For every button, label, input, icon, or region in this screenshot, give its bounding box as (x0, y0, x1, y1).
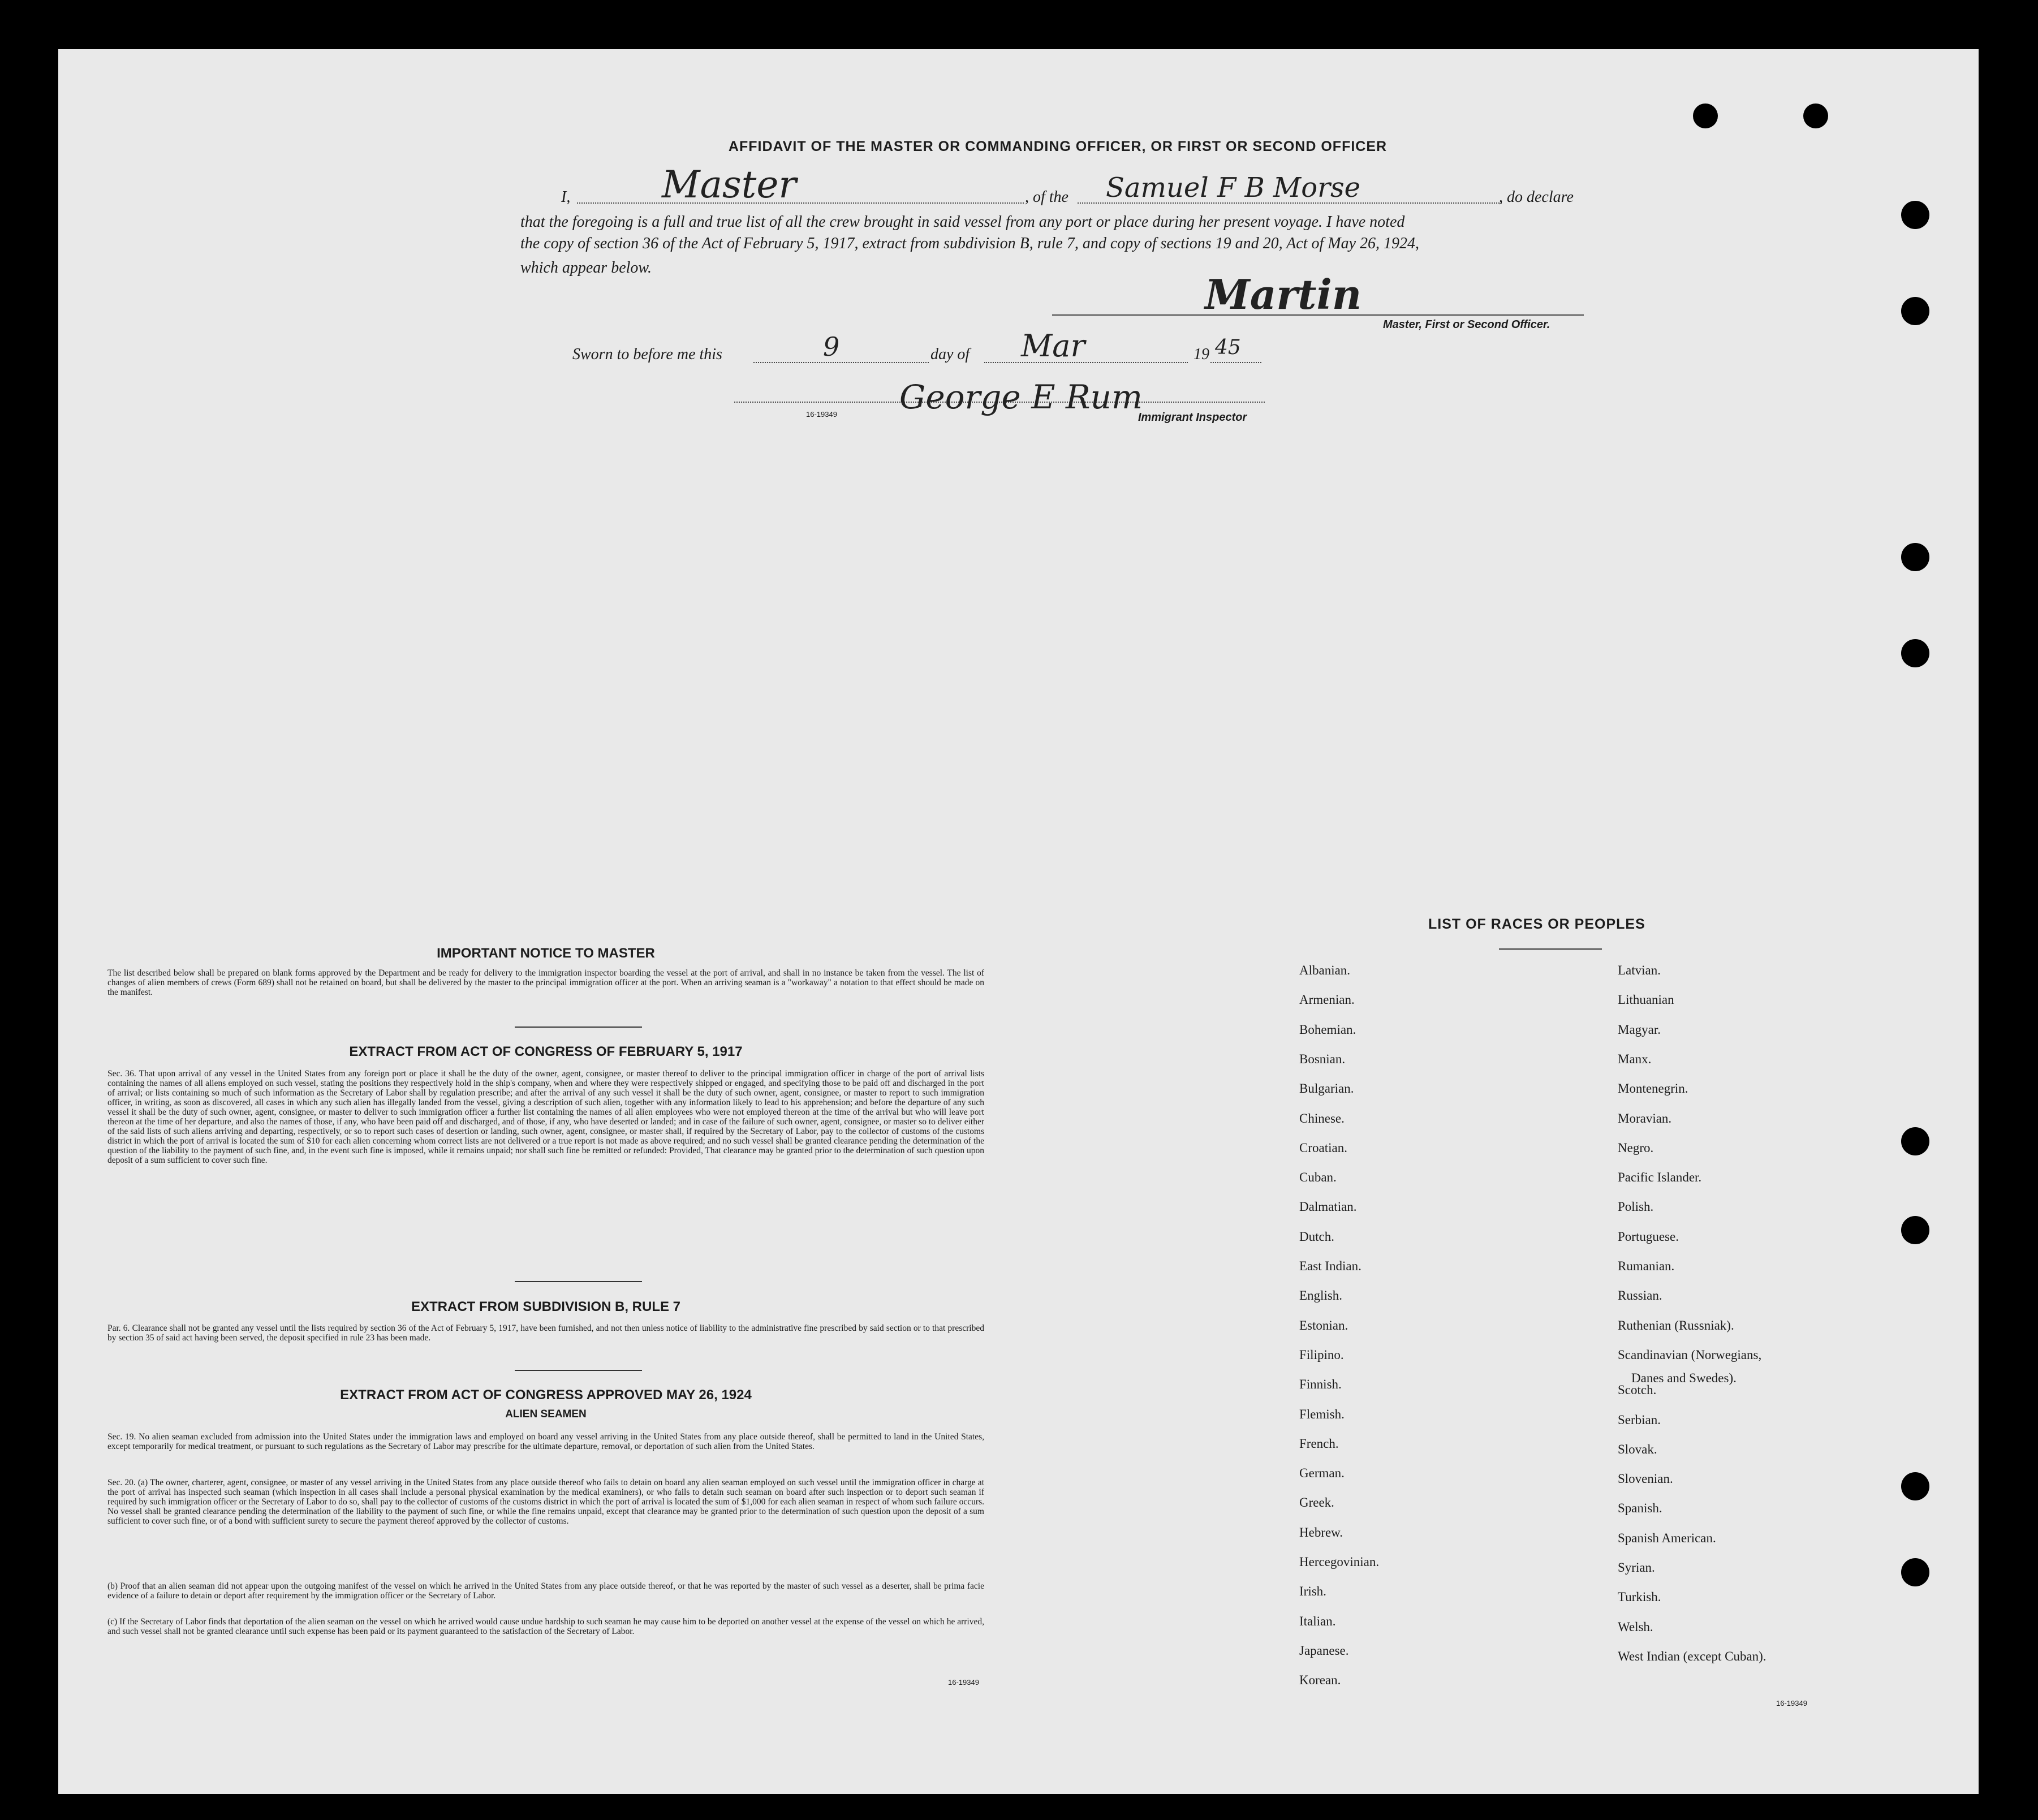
form-number: 16-19349 (806, 410, 837, 419)
race-item: Latvian. (1618, 963, 1661, 977)
declaration-line-3: the copy of section 36 of the Act of February 5, 1917, extract from subdivision B, rule 7, and copy of sections 19 and 20, Act of May 26, 1924, (520, 235, 1420, 252)
punch-hole (1901, 639, 1929, 667)
race-item: Estonian. (1299, 1318, 1348, 1332)
race-item: Albanian. (1299, 963, 1351, 977)
race-item: Slovenian. (1618, 1472, 1673, 1486)
race-item: Slovak. (1618, 1442, 1657, 1456)
sec20b-text: (b) Proof that an alien seaman did not appear upon the outgoing manifest of the vessel on which he arrived in the United States from any place outside thereof, or that he was reported by the master of such vessel as a deserter, shall be prima facie evidence of a failure to detain or deport after requirement by the immigration officer or the Secretary of Labor. (107, 1581, 984, 1601)
sec19-text: Sec. 19. No alien seaman excluded from admission into the United States under the immigration laws and employed on board any vessel arriving in the United States from any place outside thereof, shall be permitted to land in the United States, except temporarily for medical treatment, or pursuant to such regulations as the Secretary of Labor may prescribe for the ultimate departure, removal, or deportation of such alien from the United States. (107, 1432, 984, 1451)
race-item: Cuban. (1299, 1170, 1337, 1185)
race-item: Montenegrin. (1618, 1081, 1688, 1096)
sworn-day-line (753, 362, 929, 363)
punch-hole (1901, 543, 1929, 571)
extract-1917-title: EXTRACT FROM ACT OF CONGRESS OF FEBRUARY 5, 1917 (349, 1044, 743, 1059)
race-item: Spanish. (1618, 1501, 1662, 1516)
race-item: Hebrew. (1299, 1525, 1343, 1539)
punch-hole (1901, 297, 1929, 325)
race-item: Rumanian. (1618, 1259, 1675, 1273)
divider (515, 1027, 642, 1028)
sec20c-text: (c) If the Secretary of Labor finds that deportation of the alien seaman on the vessel on which he arrived would cause undue hardship to such seaman he may cause him to be deported on another vessel at the expense of the vessel on which he arrived, and such vessel shall not be granted clearance until such expense has been paid or its payment guaranteed to the satisfaction of the Secretary of Labor. (107, 1617, 984, 1636)
race-item: Flemish. (1299, 1407, 1345, 1421)
race-item: West Indian (except Cuban). (1618, 1649, 1766, 1663)
race-item: Italian. (1299, 1614, 1336, 1628)
divider (515, 1281, 642, 1282)
race-item: Chinese. (1299, 1111, 1345, 1125)
race-item: East Indian. (1299, 1259, 1361, 1273)
race-item: Bosnian. (1299, 1051, 1346, 1066)
sworn-month-line (984, 362, 1188, 363)
notice-text: The list described below shall be prepared on blank forms approved by the Department and be ready for delivery to the immigration inspector boarding the vessel at the port of arrival, and shall in no instance be taken from the vessel. The list of changes of alien members of crews (Form 689) shall not be retained on board, but shall be delivered by the master to the principal immigration officer at the port. When an arriving seaman is a "workaway" a notation to that effect should be made on the manifest. (107, 968, 984, 997)
rank-line (577, 202, 1024, 204)
sworn-month: Mar (1021, 328, 1085, 364)
race-item: Japanese. (1299, 1643, 1349, 1658)
master-signature: Martin (1205, 270, 1362, 318)
race-item: French. (1299, 1436, 1339, 1451)
race-item: Korean. (1299, 1673, 1341, 1688)
extract-1924-title: EXTRACT FROM ACT OF CONGRESS APPROVED MAY 26, 1924 (340, 1387, 752, 1403)
rule7-title: EXTRACT FROM SUBDIVISION B, RULE 7 (411, 1299, 681, 1314)
sworn-day: 9 (823, 331, 840, 362)
race-item: Armenian. (1299, 993, 1355, 1007)
race-item: Polish. (1618, 1200, 1654, 1214)
day-of-label: day of (930, 346, 970, 363)
race-item: Croatian. (1299, 1140, 1347, 1155)
race-item: German. (1299, 1466, 1345, 1481)
extract-1924-subtitle: ALIEN SEAMEN (505, 1408, 587, 1420)
race-item: Turkish. (1618, 1590, 1661, 1605)
year-handwritten: 45 (1215, 336, 1241, 359)
race-item: Dutch. (1299, 1229, 1334, 1244)
race-item: Dalmatian. (1299, 1200, 1357, 1214)
race-item: Portuguese. (1618, 1229, 1679, 1244)
race-item: Serbian. (1618, 1412, 1661, 1427)
punch-hole (1901, 1558, 1929, 1586)
race-item: Bohemian. (1299, 1022, 1356, 1037)
signature-caption: Master, First or Second Officer. (1383, 318, 1550, 331)
race-item: Syrian. (1618, 1560, 1655, 1575)
i-label: I, (561, 188, 571, 206)
race-item: Filipino. (1299, 1347, 1344, 1362)
race-item: Hercegovinian. (1299, 1555, 1380, 1569)
race-item: Lithuanian (1618, 993, 1674, 1007)
race-item: Russian. (1618, 1288, 1662, 1303)
inspector-caption: Immigrant Inspector (1138, 411, 1247, 424)
race-item: Ruthenian (Russniak). (1618, 1318, 1734, 1332)
race-item: Finnish. (1299, 1377, 1342, 1392)
divider (1499, 948, 1602, 950)
form-number: 16-19349 (948, 1678, 979, 1687)
form-number: 16-19349 (1776, 1699, 1807, 1707)
race-item: Danes and Swedes). (1631, 1371, 1737, 1385)
signature-line (1052, 314, 1584, 316)
inspector-signature: George E Rum (899, 378, 1143, 416)
race-item: Welsh. (1618, 1619, 1653, 1634)
punch-hole (1901, 1472, 1929, 1500)
race-item: English. (1299, 1288, 1343, 1303)
race-item: Scandinavian (Norwegians, (1618, 1347, 1762, 1362)
do-declare-label: , do declare (1499, 188, 1574, 206)
punch-hole (1693, 103, 1718, 128)
year-prefix: 19 (1193, 346, 1209, 363)
sworn-label: Sworn to before me this (572, 346, 722, 363)
punch-hole (1803, 103, 1828, 128)
race-item: Negro. (1618, 1140, 1654, 1155)
race-item: Irish. (1299, 1584, 1326, 1599)
race-item: Magyar. (1618, 1022, 1661, 1037)
rule7-text: Par. 6. Clearance shall not be granted any vessel until the lists required by section 36 of the Act of February 5, 1917, have been furnished, and not then unless notice of liability to the administrative fine prescribed by said section or to that prescribed by section 35 of said act having been served, the deposit specified in rule 23 has been made. (107, 1323, 984, 1343)
rank-handwritten: Master (662, 163, 796, 206)
declaration-line-2: that the foregoing is a full and true list of all the crew brought in said vessel from any port or place during her present voyage. I have noted (520, 213, 1405, 231)
extract-1917-text: Sec. 36. That upon arrival of any vessel in the United States from any foreign port or place it shall be the duty of the owner, agent, consignee, or master thereof to deliver to the principal immigration officer in charge of the port of arrival lists containing the names of all aliens employed on such vessel, stating the positions they respectively hold in the ship's company, when and where they were respectively shipped or engaged, and specifying those to be paid off and discharged in the port of arrival; or lists containing so much of such information as the Secretary of Labor shall by regulation prescribe; and after the arrival of any such vessel it shall be the duty of such owner, agent, consignee, or master to report to such immigration officer, in writing, as soon as discovered, all cases in which any such alien has illegally landed from the vessel, giving a description of such alien, together with any information likely to lead to his apprehension; and before the departure of any such vessel it shall be the duty of such owner, agent, consignee, or master to deliver to such immigration officer a further list containing the names of all alien employees who were not employed thereon at the time of the arrival but who will leave port thereon at the time of her departure, and also the names of those, if any, who have been paid off and discharged, and of those, if any, who have deserted or landed; and in case of the failure of such owner, agent, consignee, or master so to deliver either of the said lists of such aliens arriving and departing, respectively, or so to report such cases of desertion or landing, such owner, agent, consignee, or master shall, if required by the Secretary of Labor, pay to the collector of customs of the customs district in which the port of arrival is located the sum of $10 for each alien concerning whom correct lists are not delivered or a true report is not made as above required; and no such vessel shall be granted clearance pending the determination of the question of the liability to the payment of such fine, and, in the event such fine is imposed, while it remains unpaid; nor shall such fine be remitted or refunded: Provided, That clearance may be granted prior to the determination of such question upon deposit of a sum sufficient to cover such fine. (107, 1069, 984, 1165)
punch-hole (1901, 201, 1929, 229)
punch-hole (1901, 1216, 1929, 1244)
of-the-label: , of the (1025, 188, 1068, 206)
punch-hole (1901, 1127, 1929, 1155)
race-item: Scotch. (1618, 1383, 1657, 1398)
vessel-handwritten: Samuel F B Morse (1106, 172, 1361, 204)
affidavit-title: AFFIDAVIT OF THE MASTER OR COMMANDING OFFICER, OR FIRST OR SECOND OFFICER (728, 139, 1388, 154)
divider (515, 1370, 642, 1371)
race-item: Moravian. (1618, 1111, 1672, 1125)
race-item: Pacific Islander. (1618, 1170, 1702, 1185)
notice-title: IMPORTANT NOTICE TO MASTER (437, 946, 655, 961)
race-item: Bulgarian. (1299, 1081, 1354, 1096)
year-line (1210, 362, 1261, 363)
sec20a-text: Sec. 20. (a) The owner, charterer, agent, consignee, or master of any vessel arriving in the United States from any place outside thereof who fails to detain on board any alien seaman employed on such vessel until the immigration officer in charge at the port of arrival has inspected such seaman (which inspection in all cases shall include a personal physical examination by the medical examiners), or who fails to detain such seaman on board after such inspection or to deport such seaman if required by such immigration officer or the Secretary of Labor to do so, shall pay to the collector of customs of the customs district in which the port of arrival is located the sum of $1,000 for each alien seaman in respect of whom such failure occurs. No vessel shall be granted clearance pending the determination of the liability to the payment of such fine, or while the fine remains unpaid, except that clearance may be granted prior to the determination of such question upon the deposit of a sum sufficient to cover such fine, or of a bond with sufficient surety to secure the payment thereof approved by the collector of customs. (107, 1478, 984, 1526)
races-title: LIST OF RACES OR PEOPLES (1428, 916, 1645, 932)
declaration-line-4: which appear below. (520, 259, 652, 277)
race-item: Manx. (1618, 1051, 1652, 1066)
race-item: Spanish American. (1618, 1530, 1716, 1545)
race-item: Greek. (1299, 1495, 1334, 1510)
